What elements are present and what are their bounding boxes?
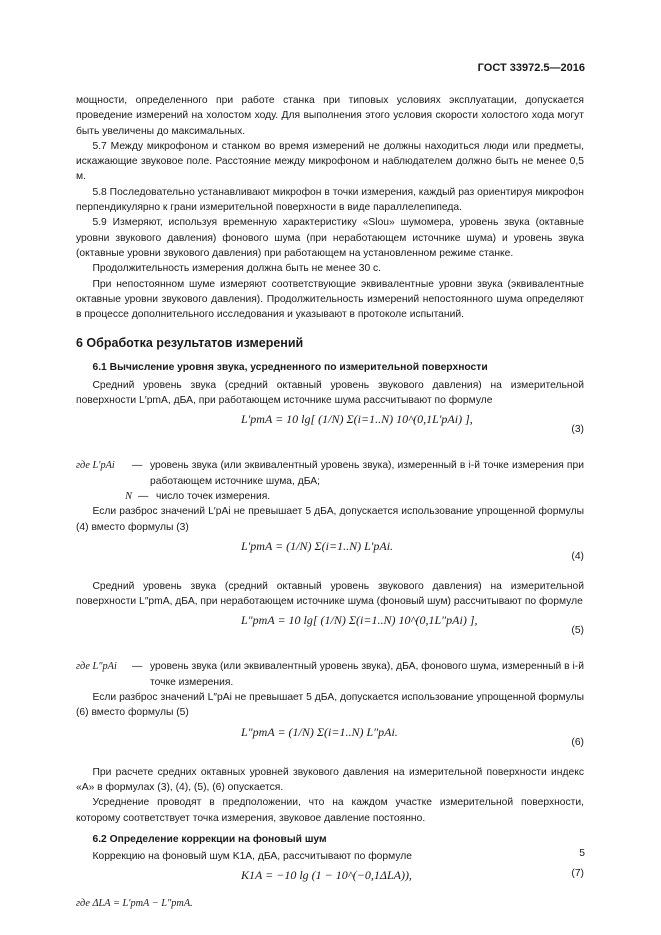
paragraph-duration: Продолжительность измерения должна быть не менее 30 с. xyxy=(92,263,382,275)
document-body xyxy=(76,93,584,912)
page-number: 5 xyxy=(579,848,585,859)
paragraph-octave-index: При расчете средних октавных уровней звукового давления на измерительной поверхности индекс «А» в формулах (3), (4), (5), (6) опускается. xyxy=(76,766,584,793)
where-definition: число точек измерения. xyxy=(156,490,271,502)
paragraph-6-1-intro: Средний уровень звука (средний октавный уровень звукового давления) на измерительной поверхности L′pmA, дБА, при работающем источнике шума рассчитывают по формуле xyxy=(76,379,584,407)
paragraph-averaging: Усреднение проводят в предположении, что на каждом участке измерительной поверхности, которому соответствует точка измерения, звуковое давление постоянно. xyxy=(76,797,584,824)
section-6-1-title: 6.1 Вычисление уровня звука, усредненного по измерительной поверхности xyxy=(92,362,488,374)
paragraph-5-8: 5.8 Последовательно устанавливают микрофон в точки измерения, каждый раз ориентируя микрофон перпендикулярно к грани измерительной поверхности в виде параллелепипеда. xyxy=(76,186,584,214)
formula-3 xyxy=(76,412,584,454)
formula-7-body: K1A = −10 lg (1 − 10^(−0,1ΔLA)), xyxy=(241,868,412,883)
formula-3-body: L′pmA = 10 lg[ (1/N) Σ(i=1..N) 10^(0,1L′pAi) ], xyxy=(241,412,473,427)
formula-5 xyxy=(76,613,584,655)
where-row-3: где L″pAi — уровень звука (или эквивалентный уровень звука), дБА, фонового шума, измеренный в i-й точке измерения. xyxy=(76,659,584,690)
paragraph-correction: Коррекцию на фоновый шум K1A, дБА, рассчитывают по формуле xyxy=(92,851,412,863)
paragraph-continuation: мощности, определенного при работе станка при типовых условиях эксплуатации, допускается проведение измерений на холостом ходу. Для выполнения этого условия скорости холостого хода могут быть увеличены до максимальных. xyxy=(76,95,584,137)
formula-3-number: (3) xyxy=(571,424,584,436)
standard-header: ГОСТ 33972.5—2016 xyxy=(477,62,585,74)
where-definition: уровень звука (или эквивалентный уровень звука), измеренный в i-й точке измерения при работающем источнике шума, дБА; xyxy=(150,460,584,487)
formula-6-number: (6) xyxy=(571,736,584,748)
where-delta: где ΔLA = L′pmA − L″pmA. xyxy=(76,898,193,910)
paragraph-simplified-4: Если разброс значений L′pAi не превышает 5 дБА, допускается использование упрощенной формулы (4) вместо формулы (3) xyxy=(76,506,584,533)
formula-6-body: L″pmA = (1/N) Σ(i=1..N) L″pAi. xyxy=(241,724,398,739)
formula-7-number: (7) xyxy=(571,868,584,880)
where-row-1: где L′pAi — уровень звука (или эквивалентный уровень звука), измеренный в i-й точке измерения при работающем источнике шума, дБА; xyxy=(76,458,584,489)
formula-5-number: (5) xyxy=(571,625,584,637)
paragraph-background: Средний уровень звука (средний октавный уровень звукового давления) на измерительной поверхности L″pmA, дБА, при неработающем источнике шума (фоновый шум) рассчитывают по формуле xyxy=(76,580,584,608)
where-row-2: N — число точек измерения. xyxy=(76,489,584,504)
paragraph-5-7: 5.7 Между микрофоном и станком во время измерений не должны находиться люди или предметы, искажающие звуковое поле. Расстояние между микрофоном и наблюдателем должно быть не менее 0,5 м. xyxy=(76,140,584,183)
formula-7 xyxy=(76,868,584,892)
paragraph-simplified-6: Если разброс значений L″pAi не превышает 5 дБА, допускается использование упрощенной формулы (6) вместо формулы (5) xyxy=(76,692,584,719)
paragraph-5-9: 5.9 Измеряют, используя временную характеристику «Slou» шумомера, уровень звука (октавные уровни звукового давления) фонового шума (при неработающем источнике шума) и уровень звука (октавные уровни звукового давления) при работающем на установленном режиме станке. xyxy=(76,217,584,259)
section-6-title: 6 Обработка результатов измерений xyxy=(76,336,304,351)
where-symbol: где L″pAi xyxy=(76,661,117,673)
formula-5-body: L″pmA = 10 lg[ (1/N) Σ(i=1..N) 10^(0,1L″pAi) ], xyxy=(241,613,478,628)
section-6-2-title: 6.2 Определение коррекции на фоновый шум xyxy=(92,833,327,845)
where-definition: уровень звука (или эквивалентный уровень звука), дБА, фонового шума, измеренный в i-й точке измерения. xyxy=(150,661,584,688)
formula-4 xyxy=(76,539,584,575)
formula-6 xyxy=(76,725,584,761)
where-symbol: где L′pAi xyxy=(76,460,115,472)
paragraph-nonconstant-noise: При непостоянном шуме измеряют соответствующие эквивалентные уровни звука (эквивалентные октавные уровни звукового давления). Продолжительность измерений непостоянного шума определяют в процессе дополнительного исследования и указывают в протоколе испытаний. xyxy=(76,278,584,321)
formula-4-body: L′pmA = (1/N) Σ(i=1..N) L′pAi. xyxy=(241,538,394,553)
formula-4-number: (4) xyxy=(571,550,584,562)
where-symbol: N xyxy=(125,490,132,502)
